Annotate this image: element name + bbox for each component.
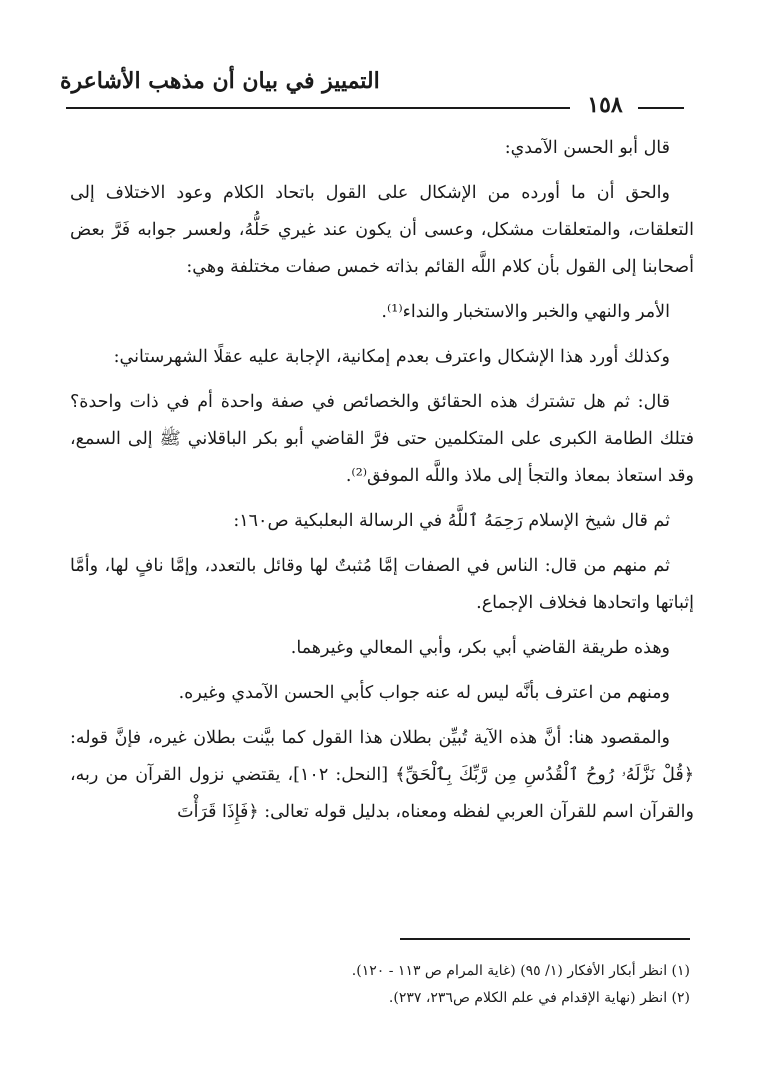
paragraph: قال: ثم هل تشترك هذه الحقائق والخصائص في صفة واحدة أم في ذات واحدة؟ فتلك الطامة الكبرى على المتكلمين حتى فرَّ القاضي أبو بكر الباقلاني ﷺ إلى السمع، وقد استعاذ بمعاذ والتجأ إلى ملاذ واللَّه الموفق⁽²⁾. <box>70 392 694 486</box>
header-rule <box>66 107 570 109</box>
footnotes <box>70 958 690 1012</box>
paragraph: ثم قال شيخ الإسلام رَحِمَهُ ٱللَّهُ في الرسالة البعلبكية ص١٦٠: <box>233 511 670 531</box>
main-text <box>70 130 694 839</box>
paragraph: وهذه طريقة القاضي أبي بكر، وأبي المعالي وغيرهما. <box>290 638 670 658</box>
paragraph: وكذلك أورد هذا الإشكال واعترف بعدم إمكانية، الإجابة عليه عقلًا الشهرستاني: <box>113 347 670 367</box>
paragraph: ومنهم من اعترف بأنَّه ليس له عنه جواب كأبي الحسن الآمدي وغيره. <box>178 683 670 703</box>
paragraph: والحق أن ما أورده من الإشكال على القول باتحاد الكلام وعود الاختلاف إلى التعلقات، والمتعلقات مشكل، وعسى أن يكون عند غيري حَلُّهُ، ولعسر جوابه فَرَّ بعض أصحابنا إلى القول بأن كلام اللَّه القائم بذاته خمس صفات مختلفة وهي: <box>70 183 694 277</box>
footnote: (٢) انظر (نهاية الإقدام في علم الكلام ص٢٣٦، ٢٣٧). <box>388 990 690 1006</box>
running-header-title: التمييز في بيان أن مذهب الأشاعرة <box>60 68 380 94</box>
footnote: (١) انظر أبكار الأفكار (١/ ٩٥) (غاية المرام ص ١١٣ - ١٢٠). <box>351 963 690 979</box>
footnote-rule <box>400 938 690 940</box>
paragraph: الأمر والنهي والخبر والاستخبار والنداء⁽¹⁾. <box>381 302 670 322</box>
page-number: ١٥٨ <box>587 92 623 118</box>
paragraph: قال أبو الحسن الآمدي: <box>504 138 670 158</box>
paragraph: ثم منهم من قال: الناس في الصفات إمَّا مُثبتٌ لها وقائل بالتعدد، وإمَّا نافٍ لها، وأمَّا إثباتها واتحادها فخلاف الإجماع. <box>70 556 694 613</box>
header-rule-short <box>638 107 684 109</box>
paragraph: والمقصود هنا: أنَّ هذه الآية تُبيِّن بطلان هذا القول كما بيَّنت بطلان غيره، فإنَّ قوله: ﴿قُلْ نَزَّلَهُۥ رُوحُ ٱلْقُدُسِ مِن رَّبِّكَ بِٱلْحَقِّ﴾ [النحل: ١٠٢]، يقتضي نزول القرآن من ربه، والقرآن اسم للقرآن العربي لفظه ومعناه، بدليل قوله تعالى: ﴿فَإِذَا قَرَأْتَ <box>70 728 694 822</box>
